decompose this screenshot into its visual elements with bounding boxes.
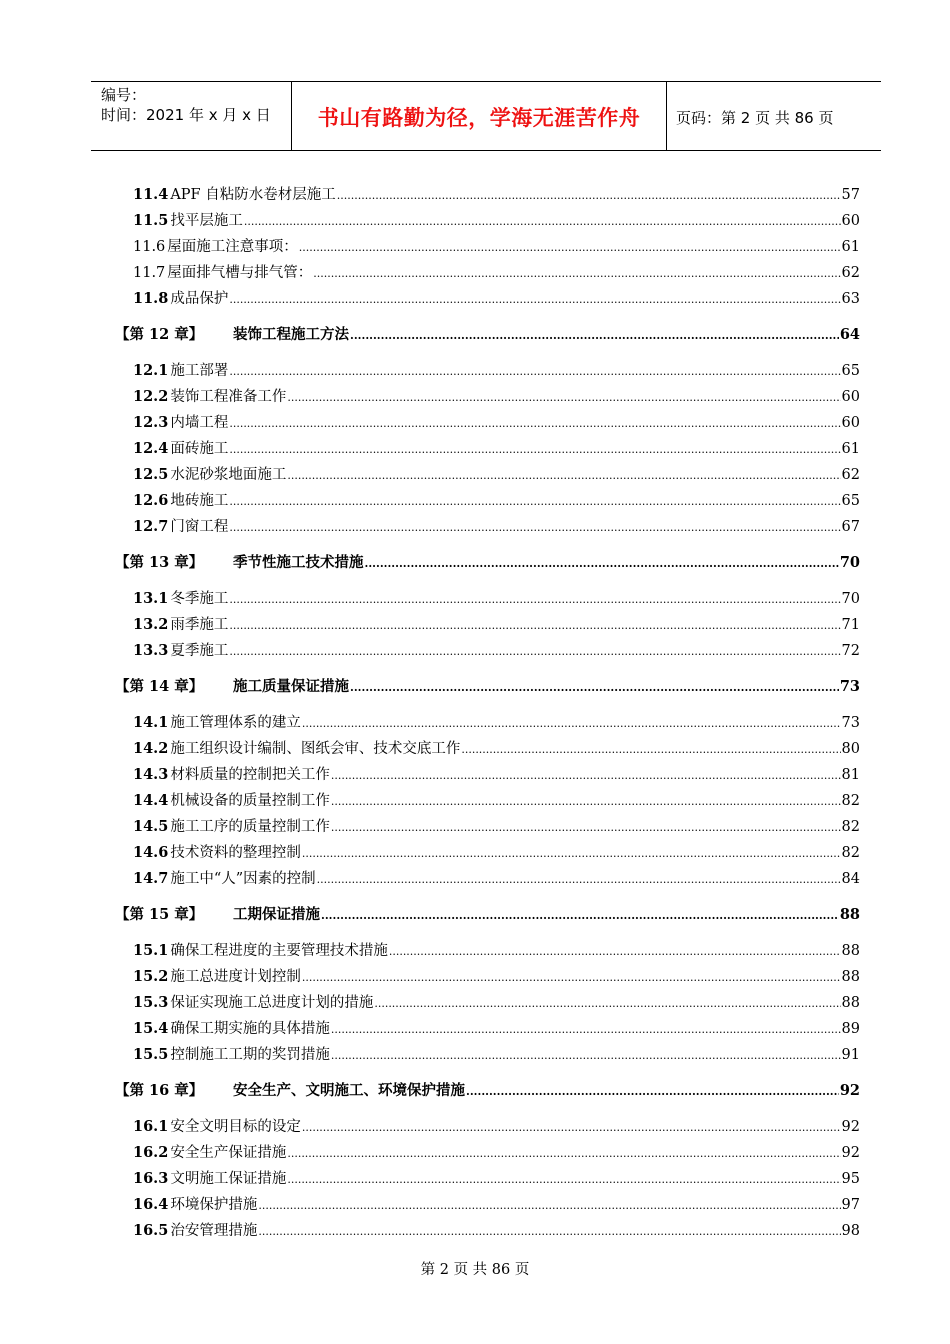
- toc-entry-page: 84: [841, 871, 860, 887]
- toc-dot-leader: [365, 554, 839, 574]
- toc-entry[interactable]: [133, 261, 860, 281]
- toc-entry[interactable]: [133, 1043, 860, 1063]
- toc-dot-leader: [244, 212, 841, 232]
- toc-entry-page: 70: [839, 554, 860, 571]
- toc-entry-page: 71: [841, 617, 860, 633]
- toc-entry[interactable]: [133, 587, 860, 607]
- header-slogan: 书山有路勤为径，学海无涯苦作舟: [317, 105, 641, 130]
- toc-entry-page: 91: [841, 1047, 860, 1063]
- toc-entry-title: 安全文明目标的设定: [170, 1119, 301, 1135]
- toc-chapter-label: 【第 14 章】: [115, 678, 204, 695]
- toc-entry-title: 机械设备的质量控制工作: [170, 793, 330, 809]
- toc-entry-number: 14.5: [133, 818, 169, 835]
- toc-entry-title: 内墙工程: [170, 415, 229, 431]
- toc-entry-number: 12.5: [133, 466, 169, 483]
- toc-dot-leader: [331, 818, 841, 838]
- toc-dot-leader: [331, 1020, 841, 1040]
- toc-dot-leader: [287, 1144, 840, 1164]
- toc-entry-number: 12.2: [133, 388, 169, 405]
- toc-entry[interactable]: [133, 789, 860, 809]
- toc-entry[interactable]: [133, 639, 860, 659]
- toc-entry-number: 13.3: [133, 642, 169, 659]
- toc-entry-title: 安全生产、文明施工、环境保护措施: [233, 1082, 465, 1099]
- toc-entry-title: 治安管理措施: [170, 1223, 258, 1239]
- toc-dot-leader: [287, 466, 840, 486]
- toc-chapter-label: 【第 16 章】: [115, 1082, 204, 1099]
- toc-dot-leader: [337, 186, 841, 206]
- toc-entry-page: 67: [841, 519, 860, 535]
- toc-entry-number: 16.5: [133, 1222, 169, 1239]
- toc-entry-number: 11.4: [133, 186, 169, 203]
- toc-dot-leader: [302, 968, 841, 988]
- toc-entry-number: 15.2: [133, 968, 169, 985]
- serial-number-label: 编号：: [101, 86, 147, 104]
- toc-entry[interactable]: [133, 1141, 860, 1161]
- toc-dot-leader: [302, 714, 841, 734]
- toc-entry-title: 屋面施工注意事项：: [167, 239, 298, 255]
- toc-entry-number: 13.2: [133, 616, 169, 633]
- toc-entry[interactable]: [133, 515, 860, 535]
- toc-entry-number: 11.8: [133, 290, 169, 307]
- toc-entry[interactable]: [133, 411, 860, 431]
- toc-entry-page: 92: [841, 1119, 860, 1135]
- toc-entry[interactable]: [133, 1219, 860, 1239]
- toc-entry-title: 控制施工工期的奖罚措施: [170, 1047, 330, 1063]
- toc-entry[interactable]: [133, 1115, 860, 1135]
- toc-entry-page: 92: [841, 1145, 860, 1161]
- toc-entry-number: 15.4: [133, 1020, 169, 1037]
- toc-chapter-label: 【第 13 章】: [115, 554, 204, 571]
- toc-entry-title: 材料质量的控制把关工作: [170, 767, 330, 783]
- toc-dot-leader: [258, 1196, 840, 1216]
- toc-entry-number: 16.2: [133, 1144, 169, 1161]
- page-footer: 第 2 页 共 86 页: [420, 1262, 530, 1278]
- toc-chapter-entry[interactable]: [115, 903, 860, 923]
- toc-entry-title: 施工工序的质量控制工作: [170, 819, 330, 835]
- toc-entry-page: 97: [841, 1197, 860, 1213]
- toc-entry-title: 季节性施工技术措施: [233, 554, 364, 571]
- toc-entry[interactable]: [133, 991, 860, 1011]
- toc-entry-number: 14.2: [133, 740, 169, 757]
- toc-entry[interactable]: [133, 287, 860, 307]
- toc-entry-number: 12.7: [133, 518, 169, 535]
- toc-entry-number: 15.5: [133, 1046, 169, 1063]
- toc-entry-page: 88: [841, 969, 860, 985]
- toc-entry-title: 技术资料的整理控制: [170, 845, 301, 861]
- toc-entry-number: 12.4: [133, 440, 169, 457]
- toc-dot-leader: [229, 492, 840, 512]
- toc-chapter-entry[interactable]: [115, 323, 860, 343]
- toc-entry-title: 确保工程进度的主要管理技术措施: [170, 943, 388, 959]
- toc-entry-page: 81: [841, 767, 860, 783]
- toc-entry-page: 61: [841, 441, 860, 457]
- toc-entry-title: 施工质量保证措施: [233, 678, 349, 695]
- toc-entry-title: 确保工期实施的具体措施: [170, 1021, 330, 1037]
- toc-entry-page: 82: [841, 819, 860, 835]
- toc-entry-number: 16.4: [133, 1196, 169, 1213]
- toc-entry-page: 92: [839, 1082, 860, 1099]
- toc-dot-leader: [302, 1118, 841, 1138]
- toc-entry[interactable]: [133, 841, 860, 861]
- date-label: 时间：2021 年 x 月 x 日: [101, 106, 271, 124]
- toc-entry[interactable]: [133, 463, 860, 483]
- toc-entry[interactable]: [133, 385, 860, 405]
- toc-entry-number: 14.4: [133, 792, 169, 809]
- toc-entry-page: 88: [841, 995, 860, 1011]
- toc-entry-page: 60: [841, 389, 860, 405]
- toc-dot-leader: [331, 766, 841, 786]
- toc-chapter-entry[interactable]: [115, 675, 860, 695]
- toc-entry-page: 82: [841, 845, 860, 861]
- toc-dot-leader: [229, 590, 840, 610]
- toc-entry-title: 地砖施工: [170, 493, 229, 509]
- toc-entry-number: 12.6: [133, 492, 169, 509]
- toc-entry-page: 60: [841, 213, 860, 229]
- toc-entry-number: 14.3: [133, 766, 169, 783]
- toc-entry-title: 门窗工程: [170, 519, 229, 535]
- toc-entry-page: 61: [841, 239, 860, 255]
- toc-entry-number: 12.1: [133, 362, 169, 379]
- toc-dot-leader: [287, 1170, 840, 1190]
- toc-entry-number: 11.5: [133, 212, 169, 229]
- toc-entry-page: 98: [841, 1223, 860, 1239]
- toc-entry-page: 82: [841, 793, 860, 809]
- toc-entry-title: 施工总进度计划控制: [170, 969, 301, 985]
- toc-entry-title: 施工中“人”因素的控制: [170, 871, 316, 887]
- toc-dot-leader: [229, 642, 840, 662]
- toc-entry-number: 16.3: [133, 1170, 169, 1187]
- toc-entry-page: 65: [841, 363, 860, 379]
- toc-entry-page: 63: [841, 291, 860, 307]
- toc-entry-title: 冬季施工: [170, 591, 229, 607]
- toc-dot-leader: [287, 388, 840, 408]
- toc-dot-leader: [258, 1222, 840, 1242]
- toc-entry-page: 80: [841, 741, 860, 757]
- toc-entry[interactable]: [133, 737, 860, 757]
- toc-entry[interactable]: [133, 489, 860, 509]
- toc-entry-number: 14.1: [133, 714, 169, 731]
- toc-entry-title: 文明施工保证措施: [170, 1171, 287, 1187]
- toc-entry-title: 装饰工程准备工作: [170, 389, 287, 405]
- toc-entry-title: 雨季施工: [170, 617, 229, 633]
- toc-entry-number: 15.1: [133, 942, 169, 959]
- toc-dot-leader: [321, 906, 839, 926]
- toc-entry-page: 64: [839, 326, 860, 343]
- toc-entry-number: 15.3: [133, 994, 169, 1011]
- toc-chapter-entry[interactable]: [115, 551, 860, 571]
- toc-entry[interactable]: [133, 711, 860, 731]
- toc-chapter-entry[interactable]: [115, 1079, 860, 1099]
- toc-dot-leader: [229, 290, 840, 310]
- toc-entry[interactable]: [133, 235, 860, 255]
- toc-entry-title: 安全生产保证措施: [170, 1145, 287, 1161]
- toc-entry[interactable]: [133, 763, 860, 783]
- toc-entry[interactable]: [133, 867, 860, 887]
- toc-dot-leader: [466, 1082, 839, 1102]
- toc-dot-leader: [350, 678, 839, 698]
- toc-entry-title: 夏季施工: [170, 643, 229, 659]
- toc-entry-page: 88: [841, 943, 860, 959]
- toc-entry-number: 13.1: [133, 590, 169, 607]
- header-page-info: 页码：第 2 页 共 86 页: [676, 109, 834, 127]
- toc-entry[interactable]: [133, 1017, 860, 1037]
- toc-dot-leader: [229, 440, 840, 460]
- toc-entry[interactable]: [133, 209, 860, 229]
- toc-dot-leader: [229, 362, 840, 382]
- toc-dot-leader: [229, 616, 840, 636]
- toc-entry-title: 面砖施工: [170, 441, 229, 457]
- toc-entry-number: 14.7: [133, 870, 169, 887]
- toc-chapter-label: 【第 15 章】: [115, 906, 204, 923]
- toc-dot-leader: [331, 1046, 841, 1066]
- toc-entry-title: 施工组织设计编制、图纸会审、技术交底工作: [170, 741, 461, 757]
- toc-dot-leader: [313, 264, 840, 284]
- toc-entry-page: 89: [841, 1021, 860, 1037]
- toc-entry-page: 62: [841, 467, 860, 483]
- toc-dot-leader: [299, 238, 841, 258]
- toc-entry[interactable]: [133, 939, 860, 959]
- toc-dot-leader: [389, 942, 841, 962]
- toc-entry-title: 成品保护: [170, 291, 229, 307]
- toc-entry[interactable]: [133, 1193, 860, 1213]
- toc-entry-page: 72: [841, 643, 860, 659]
- toc-dot-leader: [317, 870, 841, 890]
- toc-dot-leader: [350, 326, 839, 346]
- toc-entry[interactable]: [133, 613, 860, 633]
- toc-entry-title: 环境保护措施: [170, 1197, 258, 1213]
- toc-entry-number: 16.1: [133, 1118, 169, 1135]
- toc-entry-page: 65: [841, 493, 860, 509]
- toc-entry-title: 装饰工程施工方法: [233, 326, 349, 343]
- toc-dot-leader: [302, 844, 841, 864]
- toc-entry-title: APF 自粘防水卷材层施工: [170, 187, 336, 203]
- toc-entry-title: 屋面排气槽与排气管：: [167, 265, 313, 281]
- toc-chapter-label: 【第 12 章】: [115, 326, 204, 343]
- toc-dot-leader: [374, 994, 840, 1014]
- toc-entry-title: 找平层施工: [170, 213, 243, 229]
- toc-entry-number: 11.6: [133, 239, 166, 255]
- toc-entry[interactable]: [133, 815, 860, 835]
- toc-entry-number: 12.3: [133, 414, 169, 431]
- toc-dot-leader: [461, 740, 840, 760]
- toc-dot-leader: [229, 518, 840, 538]
- toc-dot-leader: [331, 792, 841, 812]
- toc-entry-title: 施工管理体系的建立: [170, 715, 301, 731]
- toc-entry-page: 73: [841, 715, 860, 731]
- toc-entry-page: 60: [841, 415, 860, 431]
- toc-entry-title: 施工部署: [170, 363, 229, 379]
- toc-entry-title: 保证实现施工总进度计划的措施: [170, 995, 374, 1011]
- toc-entry-page: 57: [841, 187, 860, 203]
- toc-entry-title: 工期保证措施: [233, 906, 320, 923]
- toc-entry-page: 62: [841, 265, 860, 281]
- toc-entry-number: 11.7: [133, 265, 166, 281]
- toc-entry[interactable]: [133, 359, 860, 379]
- toc-entry-page: 88: [839, 906, 860, 923]
- toc-entry[interactable]: [133, 965, 860, 985]
- toc-entry[interactable]: [133, 1167, 860, 1187]
- toc-entry-title: 水泥砂浆地面施工: [170, 467, 287, 483]
- toc-dot-leader: [229, 414, 840, 434]
- toc-entry[interactable]: [133, 437, 860, 457]
- toc-entry[interactable]: [133, 183, 860, 203]
- toc-entry-number: 14.6: [133, 844, 169, 861]
- toc-entry-page: 73: [839, 678, 860, 695]
- toc-entry-page: 95: [841, 1171, 860, 1187]
- toc-entry-page: 70: [841, 591, 860, 607]
